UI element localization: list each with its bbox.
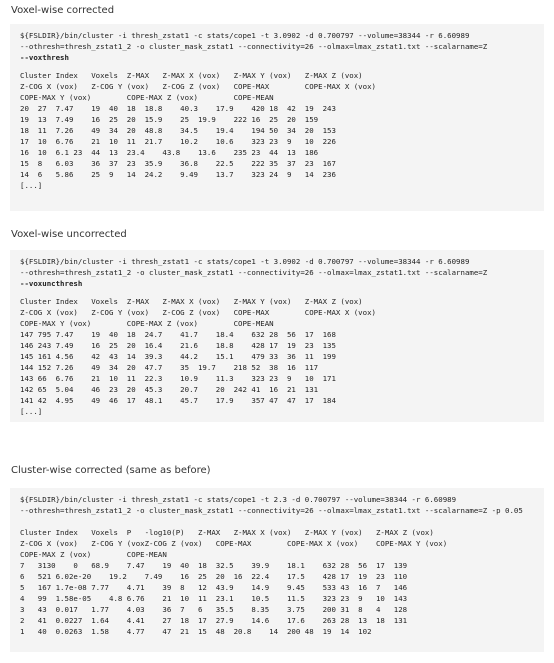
output-row: 144 152 7.26 49 34 20 47.7 35 19.7 218 52 38 16 117 (20, 363, 319, 372)
output-row: 2 41 0.0227 1.64 4.41 27 18 17 27.9 14.6 17.6 263 28 13 18 131 (20, 616, 408, 625)
code-block-cluster-corrected (10, 488, 544, 652)
output-row: 141 42 4.95 49 46 17 48.1 45.7 17.9 357 47 47 17 184 (20, 396, 336, 405)
output-header: Z-COG X (vox) Z-COG Y (vox) Z-COG Z (vox) COPE-MAX COPE-MAX X (vox) (20, 308, 376, 317)
output-row: 147 795 7.47 19 40 18 24.7 41.7 18.4 632 28 56 17 168 (20, 330, 336, 339)
output-row: 6 521 6.02e-20 19.2 7.49 16 25 20 16 22.4 17.5 428 17 19 23 110 (20, 572, 408, 581)
output-row: 142 65 5.04 46 23 20 45.3 20.7 20 242 41 16 21 131 (20, 385, 319, 394)
output-row: 14 6 5.86 25 9 14 24.2 9.49 13.7 323 24 9 14 236 (20, 170, 336, 179)
command-line: --othresh=thresh_zstat1_2 -o cluster_mask_zstat1 --connectivity=26 --olmax=lmax_zstat1.txt --scalarname=Z (20, 42, 488, 51)
code-block-voxel-uncorrected (10, 250, 544, 422)
output-row: 143 66 6.76 21 10 11 22.3 10.9 11.3 323 23 9 10 171 (20, 374, 336, 383)
output-header: Z-COG X (vox) Z-COG Y (vox) Z-COG Z (vox) COPE-MAX COPE-MAX X (vox) (20, 82, 376, 91)
output-row: 19 13 7.49 16 25 20 15.9 25 19.9 222 16 25 20 159 (20, 115, 319, 124)
output-row: 7 3130 0 68.9 7.47 19 40 18 32.5 39.9 18.1 632 28 56 17 139 (20, 561, 408, 570)
output-row: 18 11 7.26 49 34 20 48.8 34.5 19.4 194 50 34 20 153 (20, 126, 336, 135)
output-header: COPE-MAX Y (vox) COPE-MAX Z (vox) COPE-MEAN (20, 319, 274, 328)
output-header: COPE-MAX Z (vox) COPE-MEAN (20, 550, 167, 559)
output-row: 16 10 6.1 23 44 13 23.4 43.8 13.6 235 23 44 13 186 (20, 148, 319, 157)
output-row: 5 167 1.7e-08 7.77 4.71 39 8 12 43.9 14.9 9.45 533 43 16 7 146 (20, 583, 408, 592)
command-line: --othresh=thresh_zstat1_2 -o cluster_mask_zstat1 --connectivity=26 --olmax=lmax_zstat1.txt --scalarname=Z (20, 268, 488, 277)
section-heading-voxel-corrected: Voxel-wise corrected (11, 5, 115, 16)
output-row: 15 8 6.03 36 37 23 35.9 36.8 22.5 222 35 37 23 167 (20, 159, 336, 168)
output-header: Cluster Index Voxels Z-MAX Z-MAX X (vox) Z-MAX Y (vox) Z-MAX Z (vox) (20, 297, 363, 306)
output-row: 145 161 4.56 42 43 14 39.3 44.2 15.1 479 33 36 11 199 (20, 352, 336, 361)
command-line: ${FSLDIR}/bin/cluster -i thresh_zstat1 -c stats/cope1 -t 3.0902 -d 0.700797 --volume=38344 -r 6.60989 (20, 31, 470, 40)
output-header: Z-COG X (vox) Z-COG Y (voxZ-COG Z (vox) COPE-MAX COPE-MAX X (vox) COPE-MAX Y (vox) (20, 539, 448, 548)
output-row: 17 10 6.76 21 10 11 21.7 10.2 10.6 323 23 9 10 226 (20, 137, 336, 146)
output-ellipsis: [...] (20, 407, 43, 416)
output-header: Cluster Index Voxels Z-MAX Z-MAX X (vox) Z-MAX Y (vox) Z-MAX Z (vox) (20, 71, 363, 80)
command-line: ${FSLDIR}/bin/cluster -i thresh_zstat1 -c stats/cope1 -t 3.0902 -d 0.700797 --volume=38344 -r 6.60989 (20, 257, 470, 266)
output-row: 20 27 7.47 19 40 18 18.8 40.3 17.9 420 18 42 19 243 (20, 104, 336, 113)
section-heading-cluster-corrected: Cluster-wise corrected (same as before) (11, 465, 211, 476)
output-row: 4 99 1.58e-05 4.8 6.76 21 10 11 23.1 10.5 11.5 323 23 9 10 143 (20, 594, 408, 603)
output-row: 3 43 0.017 1.77 4.03 36 7 6 35.5 8.35 3.75 200 31 8 4 128 (20, 605, 408, 614)
output-header: COPE-MAX Y (vox) COPE-MAX Z (vox) COPE-MEAN (20, 93, 274, 102)
output-row: 1 40 0.0263 1.58 4.77 47 21 15 48 20.8 14 200 48 19 14 102 (20, 627, 372, 636)
output-row: 146 243 7.49 16 25 20 16.4 21.6 18.8 428 17 19 23 135 (20, 341, 336, 350)
section-heading-voxel-uncorrected: Voxel-wise uncorrected (11, 229, 127, 240)
code-block-voxel-corrected (10, 24, 544, 211)
output-ellipsis: [...] (20, 181, 43, 190)
command-line: ${FSLDIR}/bin/cluster -i thresh_zstat1 -c stats/cope1 -t 2.3 -d 0.700797 --volume=38344 -r 6.60989 (20, 495, 457, 504)
command-line: --othresh=thresh_zstat1_2 -o cluster_mask_zstat1 --connectivity=26 --olmax=lmax_zstat1.txt --scalarname=Z -p 0.05 (20, 506, 523, 515)
command-flag: --voxuncthresh (20, 279, 83, 288)
output-header: Cluster Index Voxels P -log10(P) Z-MAX Z-MAX X (vox) Z-MAX Y (vox) Z-MAX Z (vox) (20, 528, 434, 537)
command-flag: --voxthresh (20, 53, 69, 62)
